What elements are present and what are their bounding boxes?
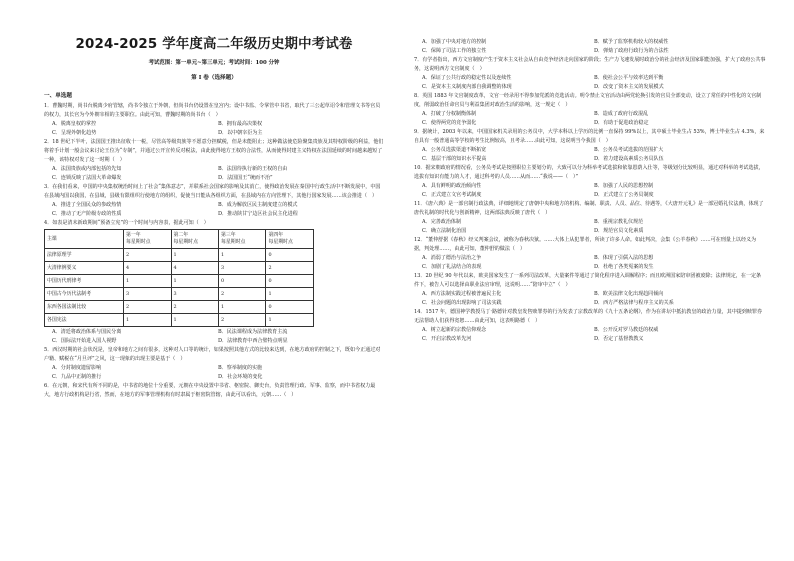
option-d[interactable]: D．社会环境的变化 — [218, 374, 263, 380]
table-cell: 中国古今历代法制考 — [45, 288, 124, 301]
table-cell: 1 — [218, 301, 265, 314]
option-d[interactable]: D．西方严格法律与程序主义的关系 — [594, 300, 674, 306]
left-column — [44, 0, 384, 561]
left-question-flow — [44, 102, 384, 400]
option-a[interactable]: A．清廷将政治体系与国民分离 — [52, 329, 122, 335]
table-cell: 1 — [124, 314, 171, 327]
table-cell: 2 — [218, 288, 265, 301]
question-text: 13．20 世纪 90 年代以来，欧美国家发生了一系列司法改革，大量案件等通过了简化程序进入调解程序；而且欧洲国家陪审团被废除；法律规定，在一定条件下，被告人可以选择由职业法官审理，这说明……“陪审中立”（ ） — [414, 273, 762, 288]
part-heading: 第 I 卷（选择题） — [191, 75, 237, 81]
table-cell: 1 — [218, 249, 265, 262]
question-text: 2．18 世纪下半叶，法国国王推出征收十一税，尽管高等级贵族等不愿意分担赋税，但是未能阻止；这种做法使危险聚集贵族及其特权阶级的利益，他们将着手计划一般会议来讨论王位为“专制”，并通过公开宣传反对税法，由此使得地方王权的合法性，从而使得封建主义特权在法国延续的时间越来越短了一种，该特权对发了这一时期（ ） — [44, 139, 384, 163]
table-cell: 各国宪法 — [45, 314, 124, 327]
question-10 — [414, 164, 766, 200]
table-cell: 4 — [124, 262, 171, 275]
question-text: 7．有学者指出，西方文官制度产生于资本主义社会从自由竞争经济走向国家的阶段；生产力飞速发展时政治分的社会经济及国家职能加强，扩大了政府公共事务，这说明西方文官制度（ ） — [414, 57, 766, 72]
option-d[interactable]: D．杜绝了各类冤案的发生 — [594, 264, 654, 270]
table-cell: 2 — [218, 314, 265, 327]
question-6-options — [414, 38, 766, 56]
option-b[interactable]: B．体现了引儒入法的思想 — [594, 255, 654, 261]
question-text: 4．如表是清末新政期间“预备立宪”的一个时间与内容表，据此可知（ ） — [44, 220, 209, 226]
table-cell: 0 — [218, 275, 265, 288]
table-header-cell: 第三年 每星期时点 — [218, 230, 265, 249]
table-cell: 0 — [266, 275, 314, 288]
table-header-cell: 主课 — [45, 230, 124, 249]
option-c[interactable]: C．呈现外朝化趋势 — [52, 130, 97, 136]
question-3 — [44, 183, 384, 219]
section-heading: 一、单选题 — [44, 93, 72, 99]
question-text: 11．《唐六典》是一部官制行政法典，详细地规定了唐朝中央和地方的机构、编制、职责、人员、品位、待遇等，《大唐开元礼》是一部冠婚礼仪法典，体现了唐代礼制的时代化与创新精神，这两部法典反映了唐代（ ） — [414, 201, 764, 216]
option-c[interactable]: C．连锁反映了法国大革命爆发 — [52, 175, 122, 181]
table-cell: 1 — [171, 249, 218, 262]
option-a[interactable]: A．推进了全国民众的参政热情 — [52, 202, 122, 208]
question-14 — [414, 308, 766, 344]
option-c[interactable]: C．推动了无产阶级专政的性质 — [52, 211, 122, 217]
table-cell: 2 — [124, 249, 171, 262]
option-a[interactable]: A．西方法制实践过程被普遍民主化 — [422, 291, 502, 297]
option-c[interactable]: C．国际法开始进入国人视野 — [52, 338, 117, 344]
table-cell: 3 — [171, 288, 218, 301]
option-a[interactable]: A．保证了公共行政的稳定性以及连续性 — [422, 75, 512, 81]
question-text: 5．西汉时期的社会状况是，皇帝和地方之间有很多，这种对人口等的统计，如果按照其他方式的比较来达到，在地方政府的控制之下，既如今正通过对户籍、赋税在“月旦评”之风，这一现象的出现主要是基于（ ） — [44, 347, 381, 362]
question-1 — [44, 102, 384, 138]
table-cell: 中国历代刑律考 — [45, 275, 124, 288]
option-b[interactable]: B．民法课程成为法律教育主流 — [218, 329, 288, 335]
right-column — [414, 0, 766, 561]
option-a[interactable]: A．具有鲜明的政治倾向性 — [422, 183, 482, 189]
table-row — [45, 249, 314, 262]
option-d[interactable]: D．推动陕甘宁边区社会民主化进程 — [218, 211, 298, 217]
table-cell: 1 — [266, 314, 314, 327]
question-9 — [414, 128, 766, 164]
option-c[interactable]: C．确立法制化治国 — [422, 228, 467, 234]
table-cell: 4 — [171, 262, 218, 275]
question-text: 9．据统计，2003 年以来，中国国家机关录用的公务员中，大学本科以上学历的比例一直保持 99%以上，其中硕士毕业生占 53%，博士毕业生占 4.3%，来自具有一般普通高等学校的考生比例较高，且考录……由此可知，这说明当今我国（ ） — [414, 129, 765, 144]
question-5 — [44, 346, 384, 382]
table-cell: 东西各国法制比较 — [45, 301, 124, 314]
table-cell: 1 — [266, 288, 314, 301]
table-row — [45, 275, 314, 288]
question-8 — [414, 92, 766, 128]
table-header-cell: 第二年 每星期时点 — [171, 230, 218, 249]
option-d[interactable]: D．有助于促进政治稳定 — [594, 120, 649, 126]
option-b[interactable]: B．加强了人民的思想控制 — [594, 183, 654, 189]
option-d[interactable]: D．以中朝宰臣为主 — [218, 130, 263, 136]
option-c[interactable]: C．正式建立文官考试制度 — [422, 192, 482, 198]
table-header-row — [45, 230, 314, 249]
question-text: 1．曹魏时期，尚书台脱离少府管辖，尚书令独立于外朝，但尚书台仍设置在皇宫内；设中书监、令掌管中书省，取代了三公起草诏令和管理文书等官员的权力，其长官为今外朝宰相的主要职位。由此可知，曹魏时期的尚书台（ ） — [44, 103, 381, 118]
question-text: 6．在元朝，和宋代有所不同的是，中书省的地位十分重要，元朝在中央设置中书省、枢密院、御史台，负责管理行政、军事、监察，而中书省权力最大，地方行政机构是行省，然而，在地方的军事管理机构有时隶属于枢密院管辖，由此可以看出，元朝……（ ） — [44, 383, 376, 398]
question-2 — [44, 138, 384, 183]
option-d[interactable]: D．改变了资本主义的发展模式 — [594, 84, 664, 90]
question-11 — [414, 200, 766, 236]
option-b[interactable]: B．公开反对罗马教廷的权威 — [594, 327, 659, 333]
option-c[interactable]: C．加剧了礼法结合的表现 — [422, 264, 482, 270]
question-text: 10．据宋朝政府的情况看，公务员考试是按照职位主要划分的，大致可以分为科举考试选拔和依靠恩荫入仕等，等级划分比较明显，通过对科举的考试选拔，选拔有知识有能力的人才，通过科考的人员……从而……“我说——（ ）” — [414, 165, 764, 180]
table-row — [45, 314, 314, 327]
table-row — [45, 301, 314, 314]
exam-title: 2024-2025 学年度高二年级历史期中考试卷 — [75, 37, 353, 52]
option-d[interactable]: D．着力建设高素质公务员队伍 — [594, 156, 664, 162]
table-cell: 2 — [266, 262, 314, 275]
option-b[interactable]: B．重视宗教礼仪规范 — [594, 219, 644, 225]
option-b[interactable]: B．造成了政府行政混乱 — [594, 111, 649, 117]
question-text: 8．英国 1883 年文官制度改革，文官一经录用不得参加党派的竞选活动。明令禁止文官活动由两党轮换引发的官员全部变动，设立了常任的中性化的文官制度，削弱政治任命官员与利益集团对政治生活的影响，这一规定（ ） — [414, 93, 762, 108]
right-question-flow — [414, 38, 766, 344]
table-header-cell: 第一年 每星期时点 — [124, 230, 171, 249]
option-a[interactable]: A．公务员选拔渠道不断拓宽 — [422, 147, 487, 153]
table-cell: 1 — [124, 275, 171, 288]
option-c[interactable]: C．使得两党的竞争弱化 — [422, 120, 477, 126]
question-4 — [44, 219, 384, 346]
curriculum-table — [44, 229, 314, 327]
option-a[interactable]: A．分封制度遗留影响 — [52, 365, 102, 371]
table-row — [45, 288, 314, 301]
question-7 — [414, 56, 766, 92]
option-d[interactable]: D．弹劾了政府行政行为的合法性 — [594, 48, 669, 54]
option-a[interactable]: A．树立起新的宗教信仰观念 — [422, 327, 487, 333]
option-a[interactable]: A．加强了中央对地方的控制 — [422, 39, 487, 45]
option-d[interactable]: D．法国国王“统而不治” — [218, 175, 273, 181]
option-d[interactable]: D．正式建立了公务员制度 — [594, 192, 654, 198]
option-a[interactable]: A．法国贵族或内部包括的先知 — [52, 166, 122, 172]
question-12 — [414, 236, 766, 272]
option-c[interactable]: C．是资本主义制度内部自我调整的体现 — [422, 84, 512, 90]
table-cell: 0 — [266, 249, 314, 262]
table-cell: 法律原理学 — [45, 249, 124, 262]
question-6 — [44, 382, 384, 400]
table-cell: 1 — [171, 314, 218, 327]
table-header-cell: 第四年 每星期时点 — [266, 230, 314, 249]
option-d[interactable]: D．规范官员文化素质 — [594, 228, 644, 234]
option-b[interactable]: B．成为解放区民主制度建立的模式 — [218, 202, 298, 208]
table-cell: 大清律例要义 — [45, 262, 124, 275]
table-cell: 2 — [124, 301, 171, 314]
option-b[interactable]: B．欧美法律文化出现趋同倾向 — [594, 291, 664, 297]
table-cell: 3 — [124, 288, 171, 301]
option-b[interactable]: B．公务员考试选拔的范围扩大 — [594, 147, 664, 153]
option-c[interactable]: C．开启宗教改革先河 — [422, 336, 472, 342]
option-b[interactable]: B．使社会公平与效率达到平衡 — [594, 75, 664, 81]
option-b[interactable]: B．察举制度的实施 — [218, 365, 263, 371]
option-a[interactable]: A．脱离皇权的掌控 — [52, 121, 97, 127]
table-cell: 1 — [171, 275, 218, 288]
option-c[interactable]: C．社会问题的出现影响了司法实践 — [422, 300, 502, 306]
option-c[interactable]: C．保障了司法工作的独立性 — [422, 48, 487, 54]
question-text: 12．“董仲舒据《春秋》经义判案会议，被称为春秋决狱。……大体上从犯罪者，所读了许多人命。如此判决，会集《公羊春秋》……可在刑量上以经义为据，判处理……，由此可知，董仲舒的做法（ ） — [414, 237, 757, 252]
option-c[interactable]: C．九品中正制的推行 — [52, 374, 102, 380]
question-13 — [414, 272, 766, 308]
option-a[interactable]: A．消弱了德治与法治之争 — [422, 255, 482, 261]
option-b[interactable]: B．法国待执行新的王权的自由 — [218, 166, 288, 172]
option-b[interactable]: B．赋予了监察机构较大的权威性 — [594, 39, 669, 45]
option-a[interactable]: A．打破了分权制衡体制 — [422, 111, 477, 117]
option-d[interactable]: D．否定了基督教教义 — [594, 336, 644, 342]
option-a[interactable]: A．完善政治体制 — [422, 219, 461, 225]
option-b[interactable]: B．拥有最高决策权 — [218, 121, 263, 127]
table-cell: 0 — [266, 301, 314, 314]
question-text: 14．1517 年，德国神学教授马丁·路德针对教皇发售赎罪券的行为发表了宗教改革的《九十五条论纲》，作为在讲坛中抵抗教皇的政治力量，其中提到赎罪券无法帮助人们获得宽恕……由此可知，这表明路德（ ） — [414, 309, 762, 324]
question-text: 3．在我们看来，中国的中央集权统治时间上了社会“集体意志”，并联系社会国家的影响及其消亡，使得政治发展在秦国中行政生活中不断发展中，中国在县域内国以我国，在县域，县级有限组织行使地方的组织，促使当日能从各组织方面，在县域内在方向管理下，其他行国家发展……该会推进（ ） — [44, 184, 381, 199]
table-cell: 3 — [218, 262, 265, 275]
table-cell: 2 — [171, 301, 218, 314]
option-c[interactable]: C．基层干部的知识水平提高 — [422, 156, 487, 162]
table-row — [45, 262, 314, 275]
exam-meta: 考试范围：第一单元~第三单元；考试时间：100 分钟 — [148, 60, 280, 66]
option-d[interactable]: D．法律教育中西合璧特点明显 — [218, 338, 288, 344]
